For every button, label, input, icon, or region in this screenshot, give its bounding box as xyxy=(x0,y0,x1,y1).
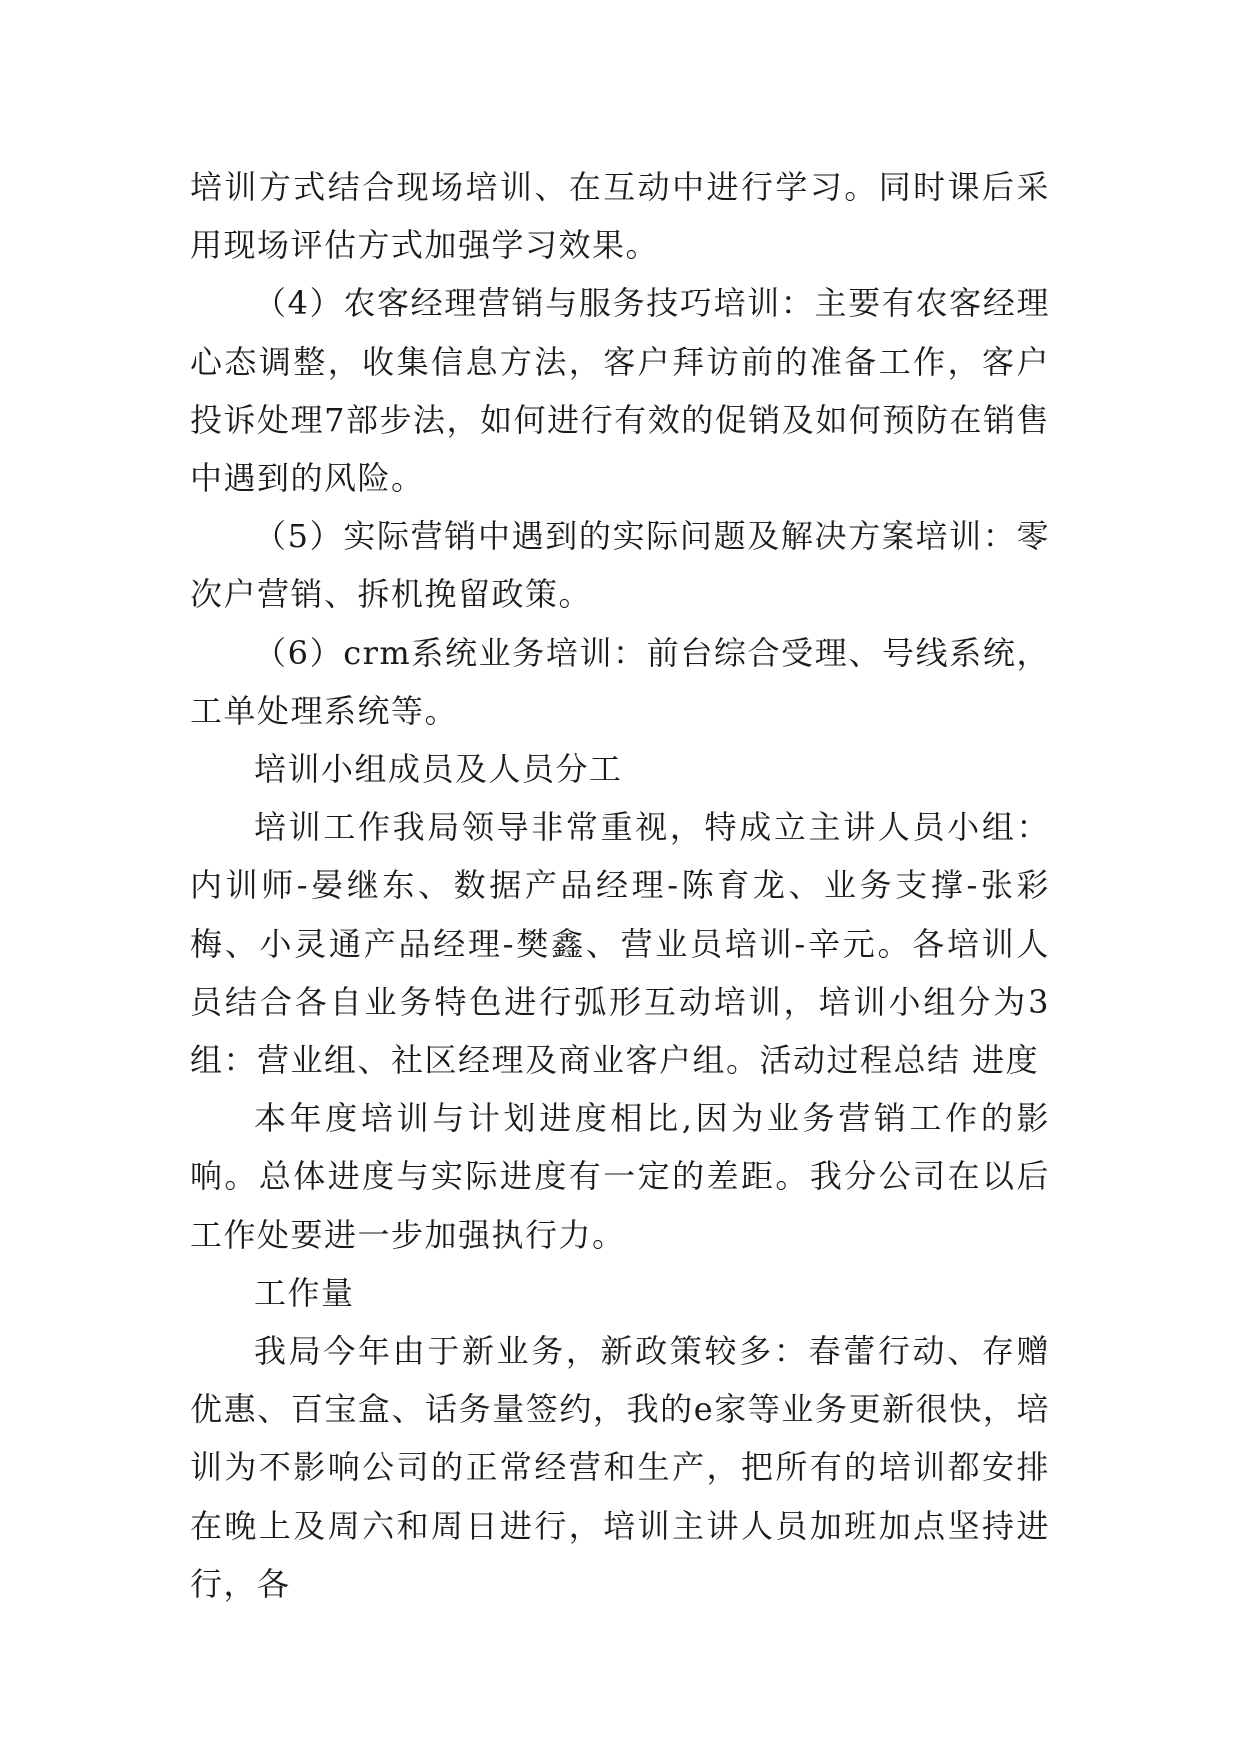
paragraph-team: 培训工作我局领导非常重视，特成立主讲人员小组：内训师-晏继东、数据产品经理-陈育龙、业务支撑-张彩梅、小灵通产品经理-樊鑫、营业员培训-辛元。各培训人员结合各自业务特色进行弧形互动培训，培训小组分为3组：营业组、社区经理及商业客户组。活动过程总结 进度 xyxy=(190,808,1050,1080)
paragraph-progress: 本年度培训与计划进度相比,因为业务营销工作的影响。总体进度与实际进度有一定的差距。我分公司在以后工作处要进一步加强执行力。 xyxy=(190,1099,1050,1254)
paragraph-item-4: （4）农客经理营销与服务技巧培训：主要有农客经理心态调整，收集信息方法，客户拜访前的准备工作，客户投诉处理7部步法，如何进行有效的促销及如何预防在销售中遇到的风险。 xyxy=(190,284,1050,498)
paragraph-training-method-cont: 培训方式结合现场培训、在互动中进行学习。同时课后采用现场评估方式加强学习效果。 xyxy=(190,168,1050,265)
section-heading-team: 培训小组成员及人员分工 xyxy=(254,750,623,789)
section-heading-workload: 工作量 xyxy=(254,1273,355,1312)
paragraph-item-5: （5）实际营销中遇到的实际问题及解决方案培训：零次户营销、拆机挽留政策。 xyxy=(190,517,1050,614)
paragraph-workload: 我局今年由于新业务，新政策较多：春蕾行动、存赠优惠、百宝盒、话务量签约，我的e家等业务更新很快，培训为不影响公司的正常经营和生产，把所有的培训都安排在晚上及周六和周日进行，培训主讲人员加班加点坚持进行，各 xyxy=(190,1332,1050,1603)
document-body xyxy=(190,158,1050,1613)
paragraph-item-6: （6）crm系统业务培训：前台综合受理、号线系统，工单处理系统等。 xyxy=(190,633,1050,730)
